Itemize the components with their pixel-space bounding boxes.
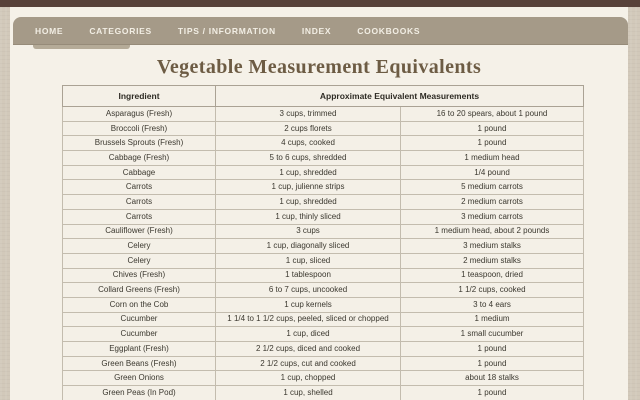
table-row <box>63 151 584 166</box>
cell-measure: 5 to 6 cups, shredded <box>216 151 401 166</box>
cell-measure: 1 cup, thinly sliced <box>216 209 401 224</box>
cell-ingredient: Green Peas (In Pod) <box>63 386 216 400</box>
main-nav <box>13 17 628 45</box>
cell-measure: 1 1/4 to 1 1/2 cups, peeled, sliced or chopped <box>216 312 401 327</box>
cell-measure: 1 cup, shredded <box>216 195 401 210</box>
cell-equivalent: 1 pound <box>401 386 584 400</box>
cell-ingredient: Eggplant (Fresh) <box>63 342 216 357</box>
table-row <box>63 136 584 151</box>
cell-measure: 1 cup, shelled <box>216 386 401 400</box>
cell-equivalent: 5 medium carrots <box>401 180 584 195</box>
table-row <box>63 195 584 210</box>
table-row <box>63 180 584 195</box>
table-header <box>63 86 584 107</box>
table-row <box>63 297 584 312</box>
cell-ingredient: Green Onions <box>63 371 216 386</box>
cell-ingredient: Carrots <box>63 209 216 224</box>
cell-measure: 2 1/2 cups, cut and cooked <box>216 356 401 371</box>
cell-measure: 1 cup kernels <box>216 297 401 312</box>
table-row <box>63 268 584 283</box>
table-row <box>63 356 584 371</box>
cell-equivalent: 1/4 pound <box>401 165 584 180</box>
cell-ingredient: Celery <box>63 239 216 254</box>
cell-ingredient: Celery <box>63 253 216 268</box>
cell-equivalent: 1 small cucumber <box>401 327 584 342</box>
cell-measure: 1 cup, julienne strips <box>216 180 401 195</box>
cell-measure: 2 cups florets <box>216 121 401 136</box>
cell-measure: 3 cups <box>216 224 401 239</box>
table-row <box>63 371 584 386</box>
table-row <box>63 209 584 224</box>
cell-ingredient: Cabbage (Fresh) <box>63 151 216 166</box>
nav-item-home[interactable]: HOME <box>35 25 64 36</box>
cell-measure: 1 cup, shredded <box>216 165 401 180</box>
nav-item-tips-information[interactable]: TIPS / INFORMATION <box>177 25 276 36</box>
cell-ingredient: Corn on the Cob <box>63 297 216 312</box>
cell-measure: 1 cup, chopped <box>216 371 401 386</box>
table-row <box>63 107 584 122</box>
cell-ingredient: Collard Greens (Fresh) <box>63 283 216 298</box>
cell-ingredient: Chives (Fresh) <box>63 268 216 283</box>
cell-measure: 1 cup, diced <box>216 327 401 342</box>
cell-ingredient: Cucumber <box>63 312 216 327</box>
cell-equivalent: 1 pound <box>401 136 584 151</box>
cell-ingredient: Green Beans (Fresh) <box>63 356 216 371</box>
table-row <box>63 283 584 298</box>
table-body <box>63 107 584 400</box>
cell-measure: 4 cups, cooked <box>216 136 401 151</box>
column-header-ingredient: Ingredient <box>63 86 216 107</box>
cell-equivalent: 1 teaspoon, dried <box>401 268 584 283</box>
table-row <box>63 342 584 357</box>
cell-equivalent: 1 medium head, about 2 pounds <box>401 224 584 239</box>
table-row <box>63 312 584 327</box>
cell-equivalent: 1 pound <box>401 356 584 371</box>
cell-equivalent: about 18 stalks <box>401 371 584 386</box>
table-row <box>63 224 584 239</box>
cell-equivalent: 3 medium stalks <box>401 239 584 254</box>
cell-measure: 1 cup, diagonally sliced <box>216 239 401 254</box>
table-header-row <box>63 86 584 107</box>
cell-measure: 1 cup, sliced <box>216 253 401 268</box>
cell-ingredient: Cabbage <box>63 165 216 180</box>
cell-equivalent: 1 1/2 cups, cooked <box>401 283 584 298</box>
page-title: Vegetable Measurement Equivalents <box>156 56 482 78</box>
cell-ingredient: Broccoli (Fresh) <box>63 121 216 136</box>
cell-ingredient: Cucumber <box>63 327 216 342</box>
table-row <box>63 253 584 268</box>
cell-equivalent: 1 pound <box>401 342 584 357</box>
nav-items <box>22 17 433 45</box>
cell-equivalent: 2 medium stalks <box>401 253 584 268</box>
cell-measure: 3 cups, trimmed <box>216 107 401 122</box>
cell-ingredient: Asparagus (Fresh) <box>63 107 216 122</box>
table-row <box>63 239 584 254</box>
cell-equivalent: 16 to 20 spears, about 1 pound <box>401 107 584 122</box>
cell-equivalent: 2 medium carrots <box>401 195 584 210</box>
table-row <box>63 121 584 136</box>
nav-item-cookbooks[interactable]: COOKBOOKS <box>357 25 421 36</box>
cell-measure: 6 to 7 cups, uncooked <box>216 283 401 298</box>
cell-equivalent: 1 medium head <box>401 151 584 166</box>
content-area <box>10 7 628 400</box>
cell-ingredient: Brussels Sprouts (Fresh) <box>63 136 216 151</box>
table-row <box>63 327 584 342</box>
cell-equivalent: 1 medium <box>401 312 584 327</box>
table-row <box>63 386 584 400</box>
table-row <box>63 165 584 180</box>
top-accent-bar <box>0 0 640 7</box>
equivalents-table <box>62 85 584 400</box>
cell-equivalent: 3 to 4 ears <box>401 297 584 312</box>
nav-item-categories[interactable]: CATEGORIES <box>89 25 152 36</box>
cell-equivalent: 1 pound <box>401 121 584 136</box>
cell-equivalent: 3 medium carrots <box>401 209 584 224</box>
nav-item-index[interactable]: INDEX <box>301 25 332 36</box>
cell-measure: 1 tablespoon <box>216 268 401 283</box>
cell-ingredient: Carrots <box>63 195 216 210</box>
column-header-measurements: Approximate Equivalent Measurements <box>216 86 584 107</box>
cell-ingredient: Cauliflower (Fresh) <box>63 224 216 239</box>
nav-home-shadow <box>33 45 130 49</box>
cell-measure: 2 1/2 cups, diced and cooked <box>216 342 401 357</box>
cell-ingredient: Carrots <box>63 180 216 195</box>
